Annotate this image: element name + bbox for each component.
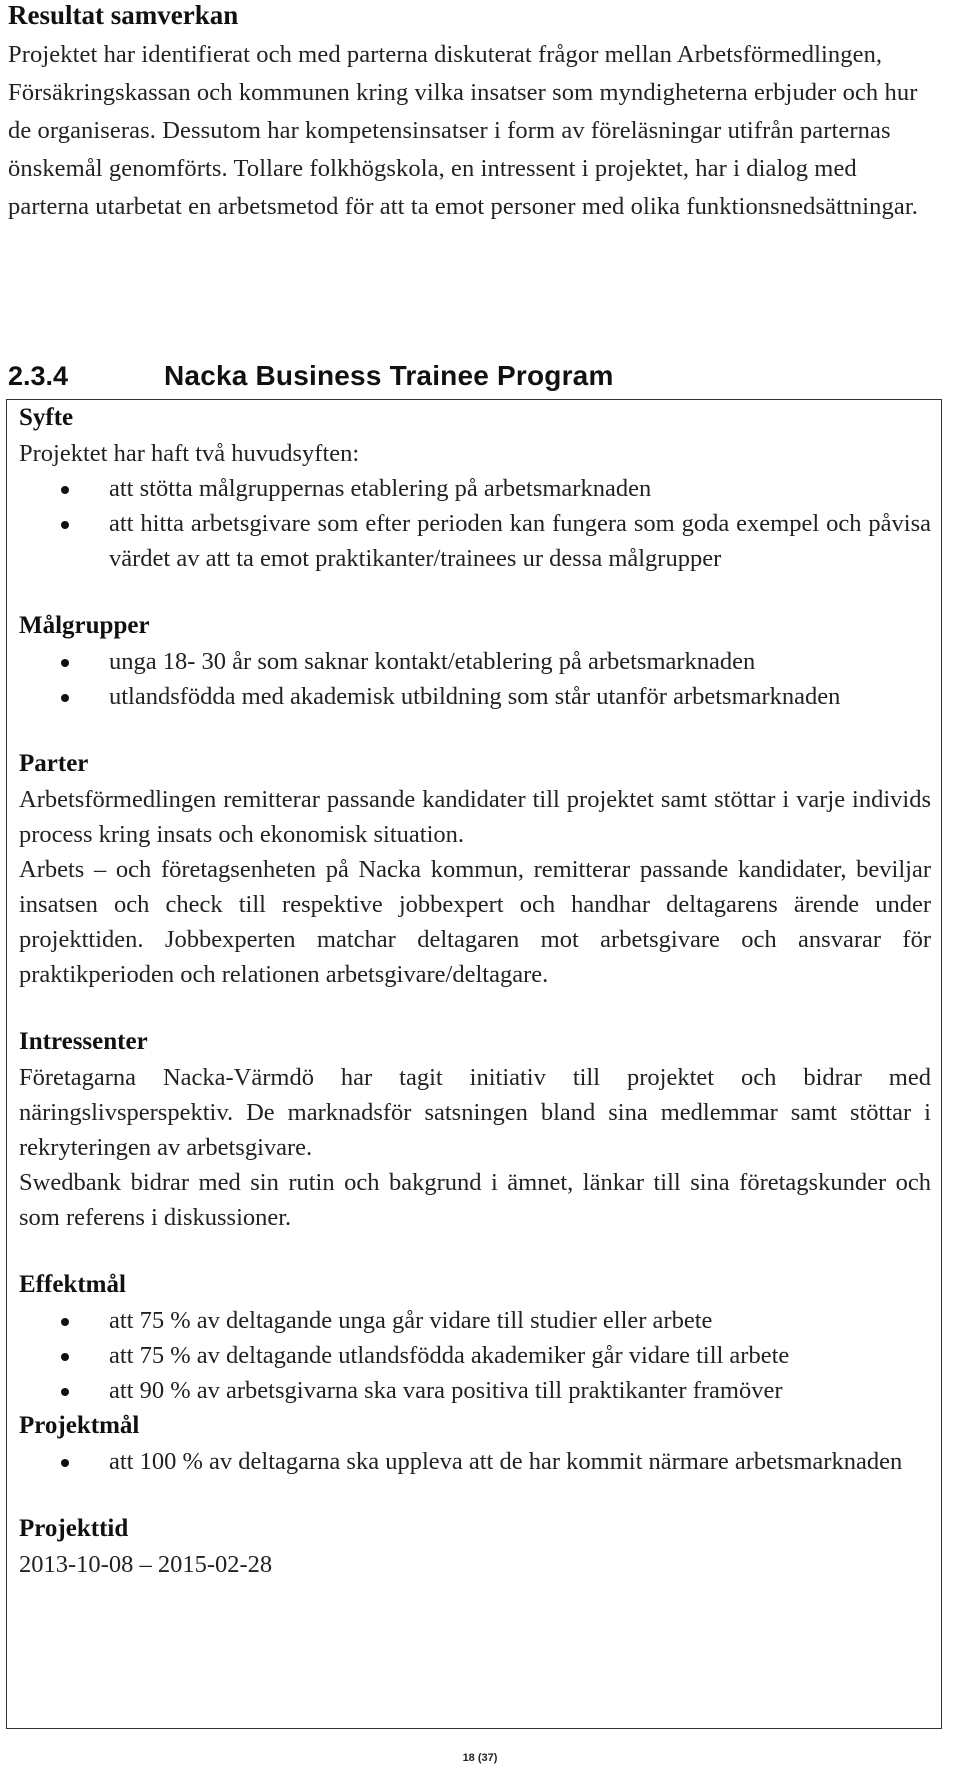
syfte-section xyxy=(19,400,931,576)
section-number: 2.3.4 xyxy=(8,360,69,391)
bullet-icon xyxy=(61,1388,69,1396)
syfte-list xyxy=(19,471,931,576)
parter-section xyxy=(19,746,931,992)
effektmal-heading: Effektmål xyxy=(19,1271,126,1298)
parter-paragraph: Arbetsförmedlingen remitterar passande kandidater till projektet samt stöttar i varje individs process kring insats och ekonomisk situation. xyxy=(19,786,931,848)
projekttid-value: 2013-10-08 – 2015-02-28 xyxy=(19,1551,273,1578)
effektmal-list-item xyxy=(19,1338,931,1373)
bullet-icon xyxy=(61,1318,69,1326)
parter-paragraph: Arbets – och företagsenheten på Nacka kommun, remitterar passande kandidater, beviljar insatsen och check till respektive jobbexpert och handhar deltagarens ärende under projekttiden. Jobbexperten matchar deltagaren mot arbetsgivare och ansvarar för praktikperioden och relationen arbetsgivare/deltagare. xyxy=(19,856,931,988)
malgrupper-section xyxy=(19,608,931,714)
page-number: 18 (37) xyxy=(462,1752,498,1764)
effektmal-list-item xyxy=(19,1373,931,1408)
malgrupper-list-text: unga 18- 30 år som saknar kontakt/etablering på arbetsmarknaden xyxy=(109,648,756,675)
syfte-list-text: att hitta arbetsgivare som efter perioden kan fungera som goda exempel och påvisa värdet av att ta emot praktikanter/trainees ur dessa målgrupper xyxy=(109,510,931,572)
bullet-icon xyxy=(61,659,69,667)
intressenter-heading: Intressenter xyxy=(19,1028,148,1055)
effektmal-list-text: att 75 % av deltagande unga går vidare till studier eller arbete xyxy=(109,1307,713,1334)
projekttid-heading: Projekttid xyxy=(19,1515,129,1542)
bullet-icon xyxy=(61,1353,69,1361)
effektmal-list-text: att 90 % av arbetsgivarna ska vara positiva till praktikanter framöver xyxy=(109,1377,783,1404)
intressenter-paragraph: Swedbank bidrar med sin rutin och bakgrund i ämnet, länkar till sina företagskunder och som referens i diskussioner. xyxy=(19,1169,931,1231)
result-section xyxy=(8,0,948,226)
malgrupper-list-text: utlandsfödda med akademisk utbildning som står utanför arbetsmarknaden xyxy=(109,683,841,710)
syfte-heading: Syfte xyxy=(19,404,74,431)
effektmal-section xyxy=(19,1267,931,1408)
projektmal-section xyxy=(19,1408,931,1479)
section-name: Nacka Business Trainee Program xyxy=(164,360,614,391)
malgrupper-list-item xyxy=(19,644,931,679)
projektmal-list xyxy=(19,1444,931,1479)
bullet-icon xyxy=(61,486,69,494)
malgrupper-heading: Målgrupper xyxy=(19,612,150,639)
bullet-icon xyxy=(61,1459,69,1467)
syfte-list-item xyxy=(19,471,931,506)
intressenter-section xyxy=(19,1024,931,1235)
effektmal-list-item xyxy=(19,1303,931,1338)
bullet-icon xyxy=(61,694,69,702)
syfte-intro: Projektet har haft två huvudsyften: xyxy=(19,440,360,467)
parter-heading: Parter xyxy=(19,750,89,777)
result-paragraph: Projektet har identifierat och med parterna diskuterat frågor mellan Arbetsförmedlingen, Försäkringskassan och kommunen kring vilka insatser som myndigheterna erbjuder och hur de organiseras. Dessutom har kompetensinsatser i form av föreläsningar utifrån parternas önskemål genomförts. Tollare folkhögskola, en intressent i projektet, har i dialog med parterna utarbetat en arbetsmetod för att ta emot personer med olika funktionsnedsättningar. xyxy=(8,41,918,220)
effektmal-list-text: att 75 % av deltagande utlandsfödda akademiker går vidare till arbete xyxy=(109,1342,790,1369)
effektmal-list xyxy=(19,1303,931,1408)
program-box xyxy=(6,399,942,1729)
malgrupper-list-item xyxy=(19,679,931,714)
bullet-icon xyxy=(61,521,69,529)
result-heading: Resultat samverkan xyxy=(8,0,239,30)
section-title xyxy=(8,356,948,396)
projektmal-list-item xyxy=(19,1444,931,1479)
malgrupper-list xyxy=(19,644,931,714)
syfte-list-item xyxy=(19,506,931,576)
syfte-list-text: att stötta målgruppernas etablering på arbetsmarknaden xyxy=(109,475,652,502)
projektmal-heading: Projektmål xyxy=(19,1412,140,1439)
projekttid-section xyxy=(19,1511,931,1582)
intressenter-paragraph: Företagarna Nacka-Värmdö har tagit initiativ till projektet och bidrar med näringslivsperspektiv. De marknadsför satsningen bland sina medlemmar samt stöttar i rekryteringen av arbetsgivare. xyxy=(19,1064,931,1161)
projektmal-list-text: att 100 % av deltagarna ska uppleva att de har kommit närmare arbetsmarknaden xyxy=(109,1448,903,1475)
